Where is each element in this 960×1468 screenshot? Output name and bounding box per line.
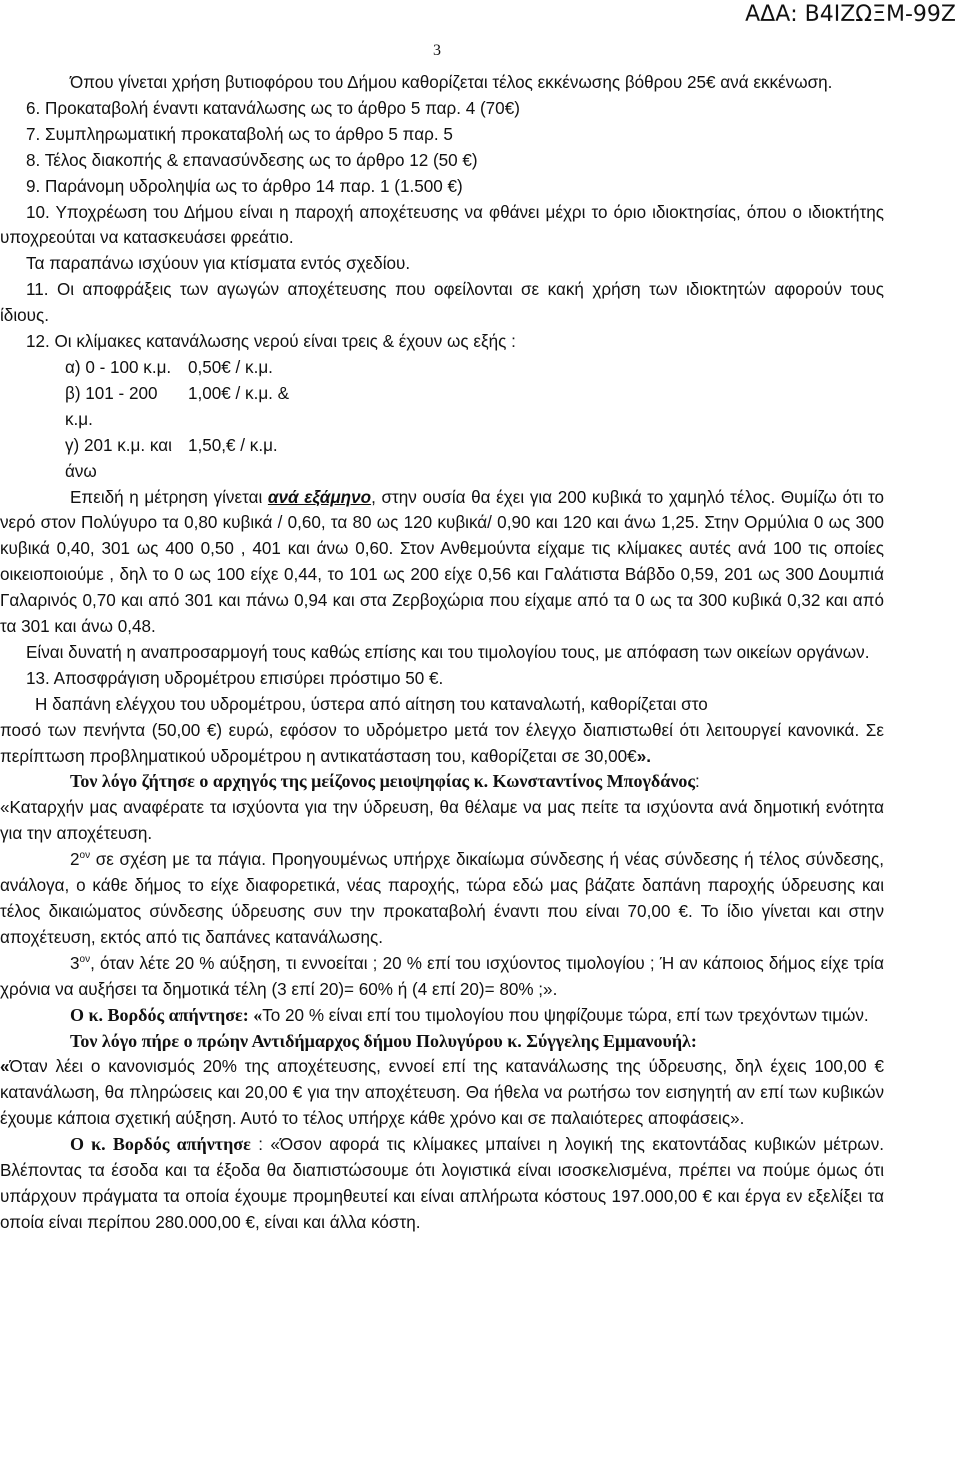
reply-paragraph-2 [0,1132,884,1236]
page-number: 3 [433,42,441,59]
tier-price: 1,50,€ / κ.μ. [188,435,278,455]
list-item-12: 12. Οι κλίμακες κατανάλωσης νερού είναι τρεις & έχουν ως εξής : [26,332,516,352]
ordinal-number: 2 [70,850,80,870]
tier-range: γ) 201 κ.μ. και άνω [65,435,172,481]
meter-cost-text: ποσό των πενήντα (50,00 €) ευρώ, εφόσον το υδρόμετρο μετά τον έλεγχο διαπιστωθεί ότι λειτουργεί κανονικά. Σε περίπτωση προβληματικού υδρομέτρου η αντικατάσταση του, καθορίζεται σε 30,00€ [0,720,884,766]
ordinal-suffix: ον [79,953,91,965]
paragraph-septic: Όπου γίνεται χρήση βυτιοφόρου του Δήμου καθορίζεται τέλος εκκένωσης βόθρου 25€ ανά εκκένωση. [70,73,833,92]
tier-range: α) 0 - 100 κ.μ. [65,357,172,377]
tier-range: β) 101 - 200 κ.μ. [65,383,158,429]
speaker2-paragraph [0,1054,884,1132]
reply-speaker-1: Ο κ. Βορδός απήντησε: « [70,1004,263,1025]
quote-open: « [0,1057,10,1077]
paragraph-measurement [0,485,884,640]
speaker1-paragraph-2-text: σε σχέση με τα πάγια. Προηγουμένως υπήρχε δικαίωμα σύνδεσης ή νέας σύνδεσης ή τέλος σύνδεσης, ανάλογα, ο κάθε δήμος το είχε διαφορετικά, νέας παροχής, τώρα εδώ μας βάζατε δαπάνη παροχής ύδρευσης και τέλος δικαιώματος σύνδεσης ύδρευσης συν την προκαταβολή έναντι που είναι 70,00 €. Το ίδιο γίνεται και στην αποχέτευση, εκτός από τις δαπάνες κατανάλωσης. [0,850,884,947]
speaker-colon-1: : [694,772,700,792]
speaker1-paragraph-3-text: , όταν λέτε 20 % αύξηση, τι εννοείται ; 20 % επί του ισχύοντος τιμολογίου ; Ή αν κάποιος δήμος είχε τρία χρόνια να αυξήσει τα δημοτικά τέλη (3 επί 20)= 60% ή (4 επί 20)= 80% ;». [0,953,884,999]
speaker1-paragraph-1: «Καταρχήν μας αναφέρατε τα ισχύοντα για την ύδρευση, θα θέλαμε να μας πείτε τα ισχύοντα ανά δημοτική ενότητα για την αποχέτευση. [0,798,884,844]
ada-code: ΑΔΑ: Β4ΙΖΩΞΜ-99Ζ [745,2,956,27]
list-item-9: 9. Παράνομη υδροληψία ως το άρθρο 14 παρ. 1 (1.500 €) [26,176,463,196]
list-item-11: 11. Οι αποφράξεις των αγωγών αποχέτευσης που οφείλονται σε κακή χρήση των ιδιοκτητών αφορούν τους ίδιους. [0,280,884,326]
speaker-heading-2 [0,1029,884,1055]
ordinal-suffix: ον [79,850,91,862]
semester-emphasis: ανά εξάμηνο [267,487,372,507]
list-item-7: 7. Συμπληρωματική προκαταβολή ως το άρθρο 5 παρ. 5 [26,124,453,144]
ordinal-number: 3 [70,953,80,973]
tier-price: 0,50€ / κ.μ. [188,357,273,377]
document-body [0,70,884,1236]
paragraph-readjustment: Είναι δυνατή η αναπροσαρμογή τους καθώς επίσης και του τιμολογίου τους, με απόφαση των οικείων οργάνων. [26,642,870,662]
speaker-heading-1 [0,769,884,795]
reply-speaker-2: Ο κ. Βορδός απήντησε [70,1134,251,1155]
measurement-text-a: Επειδή η μέτρηση γίνεται [70,487,268,507]
speaker2-text: Όταν λέει ο κανονισμός 20% της αποχέτευσης, εννοεί επί της κατανάλωσης της ύδρευσης, δηλ έχεις 100,00 € κατανάλωση, θα πληρώσεις και 20,00 € για την αποχέτευση. Θα ήθελα να ρωτήσω τον εισηγητή αν επί των κυβικών έχουμε κάποια σχετική αύξηση. Αυτό το τέλος υπήρχε κάθε χρόνο και σε παλαιότερες αποφάσεις». [0,1057,884,1129]
list-item-8: 8. Τέλος διακοπής & επανασύνδεσης ως το άρθρο 12 (50 €) [26,150,478,170]
list-item-10: 10. Υποχρέωση του Δήμου είναι η παροχή αποχέτευσης να φθάνει μέχρι το όριο ιδιοκτησίας, όπου ο ιδιοκτήτης υποχρεούται να κατασκευάσει φρεάτιο. [0,202,884,248]
measurement-text-b: , στην ουσία θα έχει για 200 κυβικά το χαμηλό τέλος. Θυμίζω ότι το νερό στον Πολύγυρο τα 0,80 κυβικά / 0,60, τα 80 ως 120 κυβικά/ 0,90 και 120 και άνω 1,25. Στην Ορμύλια 0 ως 300 κυβικά 0,40, 301 ως 400 0,50 , 401 και άνω 0,60. Στον Ανθεμούντα είχαμε τις κλίμακες αυτές ανά 100 τις οποίες οικειοποιούμε , δηλ το 0 ως 100 είχε 0,44, το 101 ως 200 είχε 0,56 και Γαλάτιστα Βάβδο 0,59, 201 ως 300 Δουμπιά Γαλαρινός 0,70 και από 301 και πάνω 0,94 και στα Ζερβοχώρια που είχαμε από τα 0 ως τα 300 κυβικά 0,32 και από τα 301 και άνω 0,48. [0,487,884,637]
reply-text-2: : «Όσον αφορά τις κλίμακες μπαίνει η λογική της εκατοντάδας κυβικών μέτρων. Βλέποντας τα έσοδα και τα έξοδα θα διαπιστώσουμε ότι λογιστικά είναι ισοσκελισμένα, πρέπει να πούμε όμως ότι υπάρχουν πράγματα τα οποία έχουμε προμηθευτεί και είναι απλήρωτα κόστους 197.000,00 € και έργα εν εξελίξει τα οποία είναι περίπου 280.000,00 €, είναι και άλλα κόστη. [0,1135,884,1232]
tier-row [0,381,884,433]
reply-paragraph-1 [0,1003,884,1029]
speaker-name-1: Τον λόγο ζήτησε ο αρχηγός της μείζονος μειοψηφίας κ. Κωνσταντίνος Μπογδάνος [70,771,695,792]
list-item-13: 13. Αποσφράγιση υδρομέτρου επισύρει πρόστιμο 50 €. [26,668,444,688]
reply-text-1: Το 20 % είναι επί του τιμολογίου που ψηφίζουμε τώρα, επί των τρεχόντων τιμών. [262,1005,869,1025]
list-item-6: 6. Προκαταβολή έναντι κατανάλωσης ως το άρθρο 5 παρ. 4 (70€) [26,98,520,118]
paragraph-meter-cost-first: Η δαπάνη ελέγχου του υδρομέτρου, ύστερα από αίτηση του καταναλωτή, καθορίζεται στο [35,694,708,714]
meter-cost-quote-end: ». [636,746,651,766]
paragraph-meter-cost-rest [0,718,884,770]
speaker1-paragraph-3 [0,951,884,1003]
speaker-name-2: Τον λόγο πήρε ο πρώην Αντιδήμαρχος δήμου Πολυγύρου κ. Σύγγελης Εμμανουήλ: [70,1030,697,1051]
speaker1-paragraph-2 [0,847,884,951]
tier-row [0,433,884,485]
list-item-10-note: Τα παραπάνω ισχύουν για κτίσματα εντός σχεδίου. [26,254,411,274]
tier-price: 1,00€ / κ.μ. & [188,383,290,403]
tier-row [0,355,884,381]
